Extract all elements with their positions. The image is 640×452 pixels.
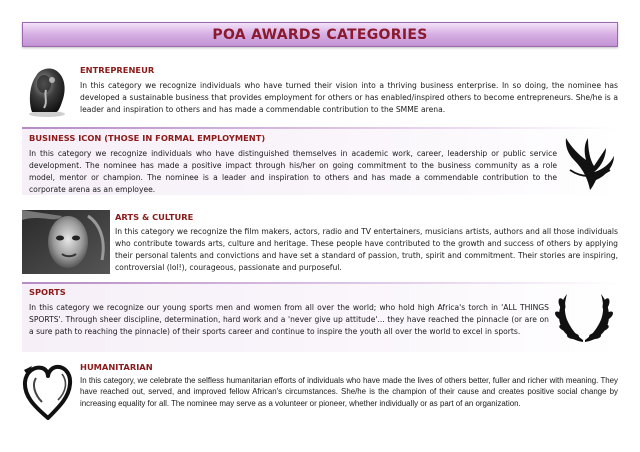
arts-culture-heading: ARTS & CULTURE bbox=[115, 212, 194, 222]
elephant-statue-icon bbox=[22, 62, 72, 118]
business-icon-heading: BUSINESS ICON (THOSE IN FORMAL EMPLOYMENT) bbox=[29, 133, 266, 143]
sports-divider bbox=[22, 282, 618, 284]
page-header bbox=[22, 22, 618, 47]
entrepreneur-heading: ENTREPRENEUR bbox=[80, 65, 155, 75]
arts-culture-body: In this category we recognize the film makers, actors, radio and TV entertainers, musicians artists, authors and all those individuals who contribute towards arts, culture and heritage. These people have contributed to the growth and success of others by applying their personal talents and convictions and have set a standard of passion, truth, spirit and commitment. Their stories are inspiring, controversial (lol!), courageous, passionate and purposeful. bbox=[115, 227, 618, 273]
tribal-wings-icon bbox=[562, 136, 618, 194]
sports-heading: SPORTS bbox=[29, 287, 66, 297]
business-icon-divider bbox=[22, 127, 618, 129]
heart-icon bbox=[22, 362, 74, 424]
sports-body: In this category we recognize our young sports men and women from all over the world; who hold high Africa's torch in 'ALL THINGS SPORTS'. Through sheer discipline, determination, hard work and a 'never give up attitude'... they have reached the pinnacle (or are on a sure path to reaching the pinnacle) of their sports career and continue to inspire the youth all over the world to excel in sports. bbox=[29, 303, 549, 337]
entrepreneur-body: In this category we recognize individuals who have turned their vision into a thriving business enterprise. In so doing, the nominee has developed a sustainable business that provides employment for others or has enabled/inspired others to become entrepreneurs. She/he is a leader and inspiration to others and has made a commendable contribution to the SMME arena. bbox=[80, 81, 618, 115]
humanitarian-body: In this category, we celebrate the selfless humanitarian efforts of individuals who have made the lives of others better, fuller and richer with meaning. They have reached out, served, and improved fellow African's circumstances. She/he is the champion of their cause and creates positive social change by increasing equality for all. The nominee may serve as a volunteer or pioneer, whether individually or as part of an organization. bbox=[80, 376, 618, 408]
face-portrait-icon bbox=[22, 210, 110, 274]
laurel-wreath-icon bbox=[553, 290, 615, 346]
humanitarian-heading: HUMANITARIAN bbox=[80, 362, 153, 372]
business-icon-body: In this category we recognize individuals who have distinguished themselves in academic work, career, leadership or public service development. The nominee has made a positive impact through his/her on going commitment to the business community as a role model, mentor or champion. The nominee is a leader and inspiration to others and has made a commendable contribution to the corporate arena as an employee. bbox=[29, 149, 557, 195]
page-title: POA AWARDS CATEGORIES bbox=[212, 26, 428, 43]
